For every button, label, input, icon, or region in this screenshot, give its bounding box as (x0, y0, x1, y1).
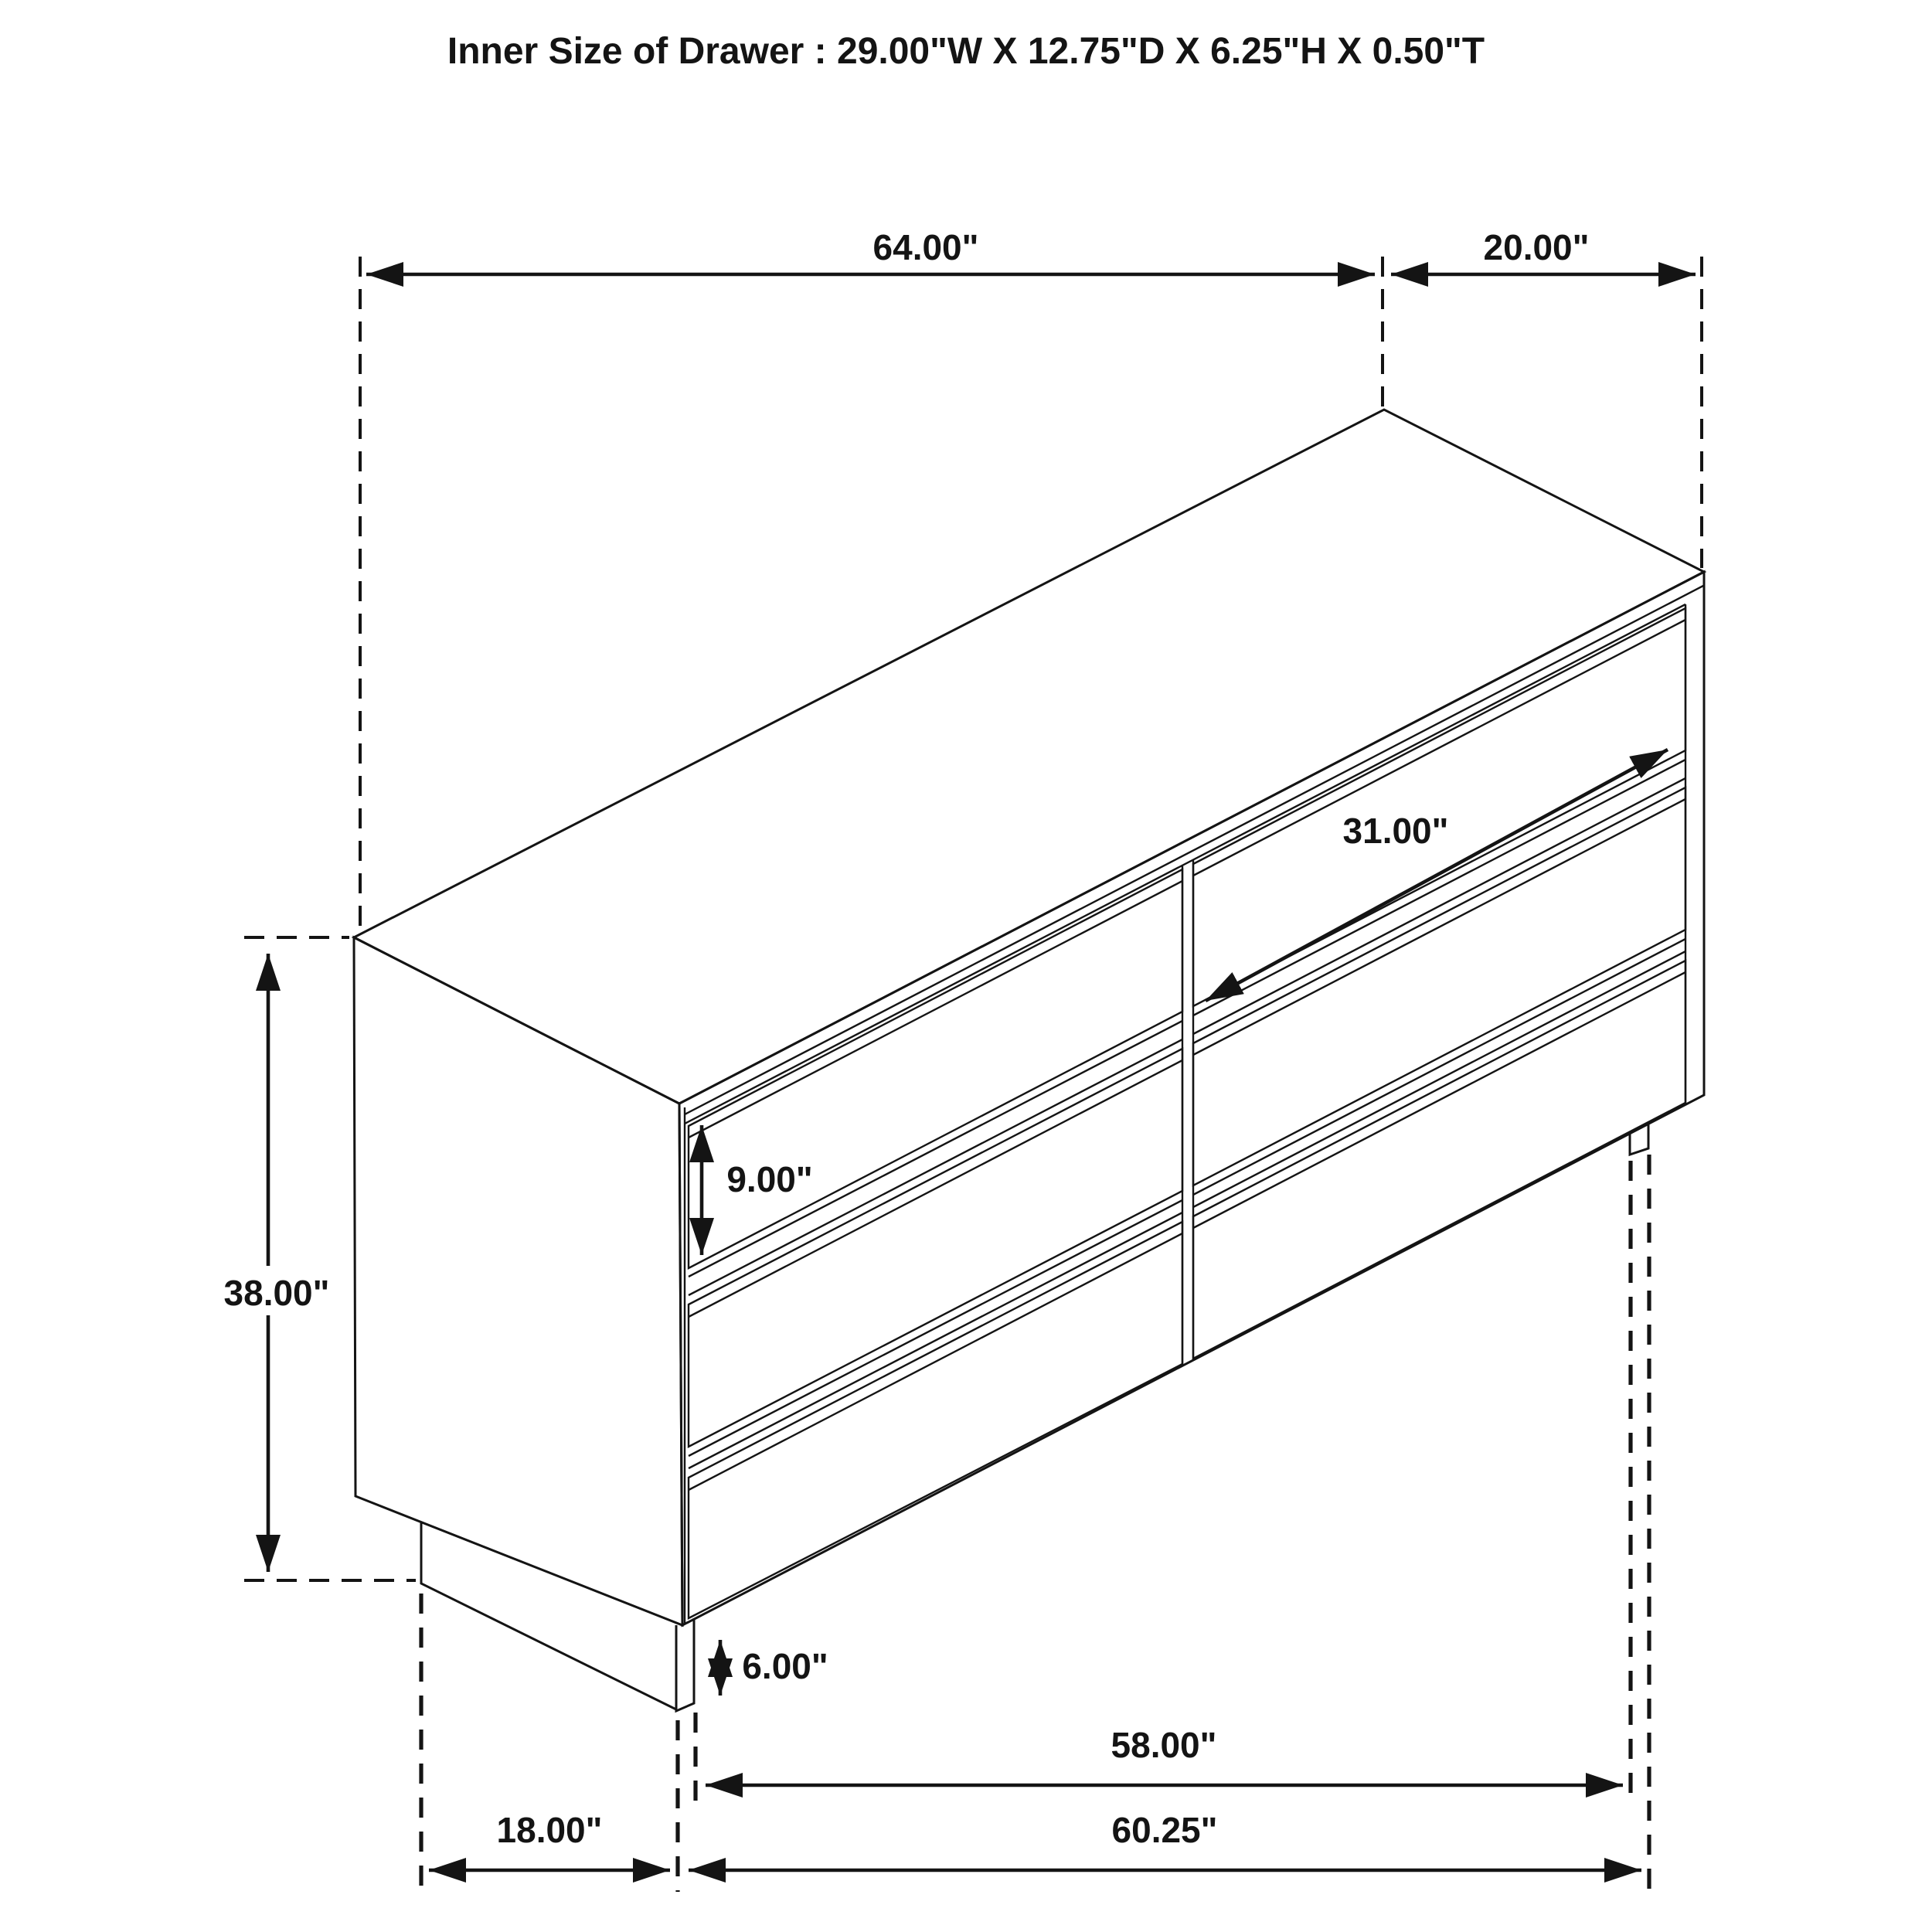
dim-base-height-label: 6.00" (742, 1646, 828, 1686)
drawer-groove-lines (689, 620, 1685, 1490)
dim-base-side-inset (429, 1810, 670, 1870)
diagram-title: Inner Size of Drawer : 29.00"W X 12.75"D X 6.25"H X 0.50"T (447, 31, 1485, 72)
dim-drawer-front-height-label: 9.00" (726, 1159, 813, 1199)
dim-overall-height-label: 38.00" (223, 1273, 330, 1313)
dresser-drawing (354, 410, 1704, 1711)
dim-outer-base-span (689, 1810, 1641, 1870)
extension-lines (244, 257, 1702, 1892)
dim-overall-width-label: 64.00" (872, 227, 979, 267)
plinth-base-and-legs (421, 1124, 1648, 1711)
dim-overall-depth-label: 20.00" (1483, 227, 1590, 267)
dim-overall-width (366, 227, 1375, 274)
guide-lines-base (421, 1155, 1649, 1892)
dim-inner-leg-span-label: 58.00" (1111, 1725, 1217, 1765)
dim-base-side-inset-label: 18.00" (496, 1810, 603, 1850)
cabinet-front-face (679, 572, 1704, 1625)
cabinet-top-face (354, 410, 1704, 1104)
dim-drawer-width (1206, 750, 1668, 1001)
drawer-left-top (689, 869, 1182, 1268)
dim-outer-base-span-label: 60.25" (1111, 1810, 1218, 1850)
drawer-right-top (1193, 608, 1685, 1006)
cabinet-left-side-panel (354, 937, 682, 1625)
dim-drawer-width-label: 31.00" (1342, 811, 1449, 851)
drawer-left-bottom (689, 1222, 1182, 1618)
dim-overall-depth (1391, 227, 1696, 274)
dim-drawer-width-arrow (1206, 750, 1668, 1001)
dim-base-height (720, 1640, 828, 1696)
guide-lines-top-and-height (244, 257, 1702, 1580)
dim-overall-height (216, 954, 337, 1572)
dim-drawer-front-height (702, 1125, 813, 1255)
dim-inner-leg-span (706, 1725, 1623, 1785)
drawer-left-middle (689, 1049, 1182, 1447)
drawer-right-bottom (1193, 961, 1685, 1359)
